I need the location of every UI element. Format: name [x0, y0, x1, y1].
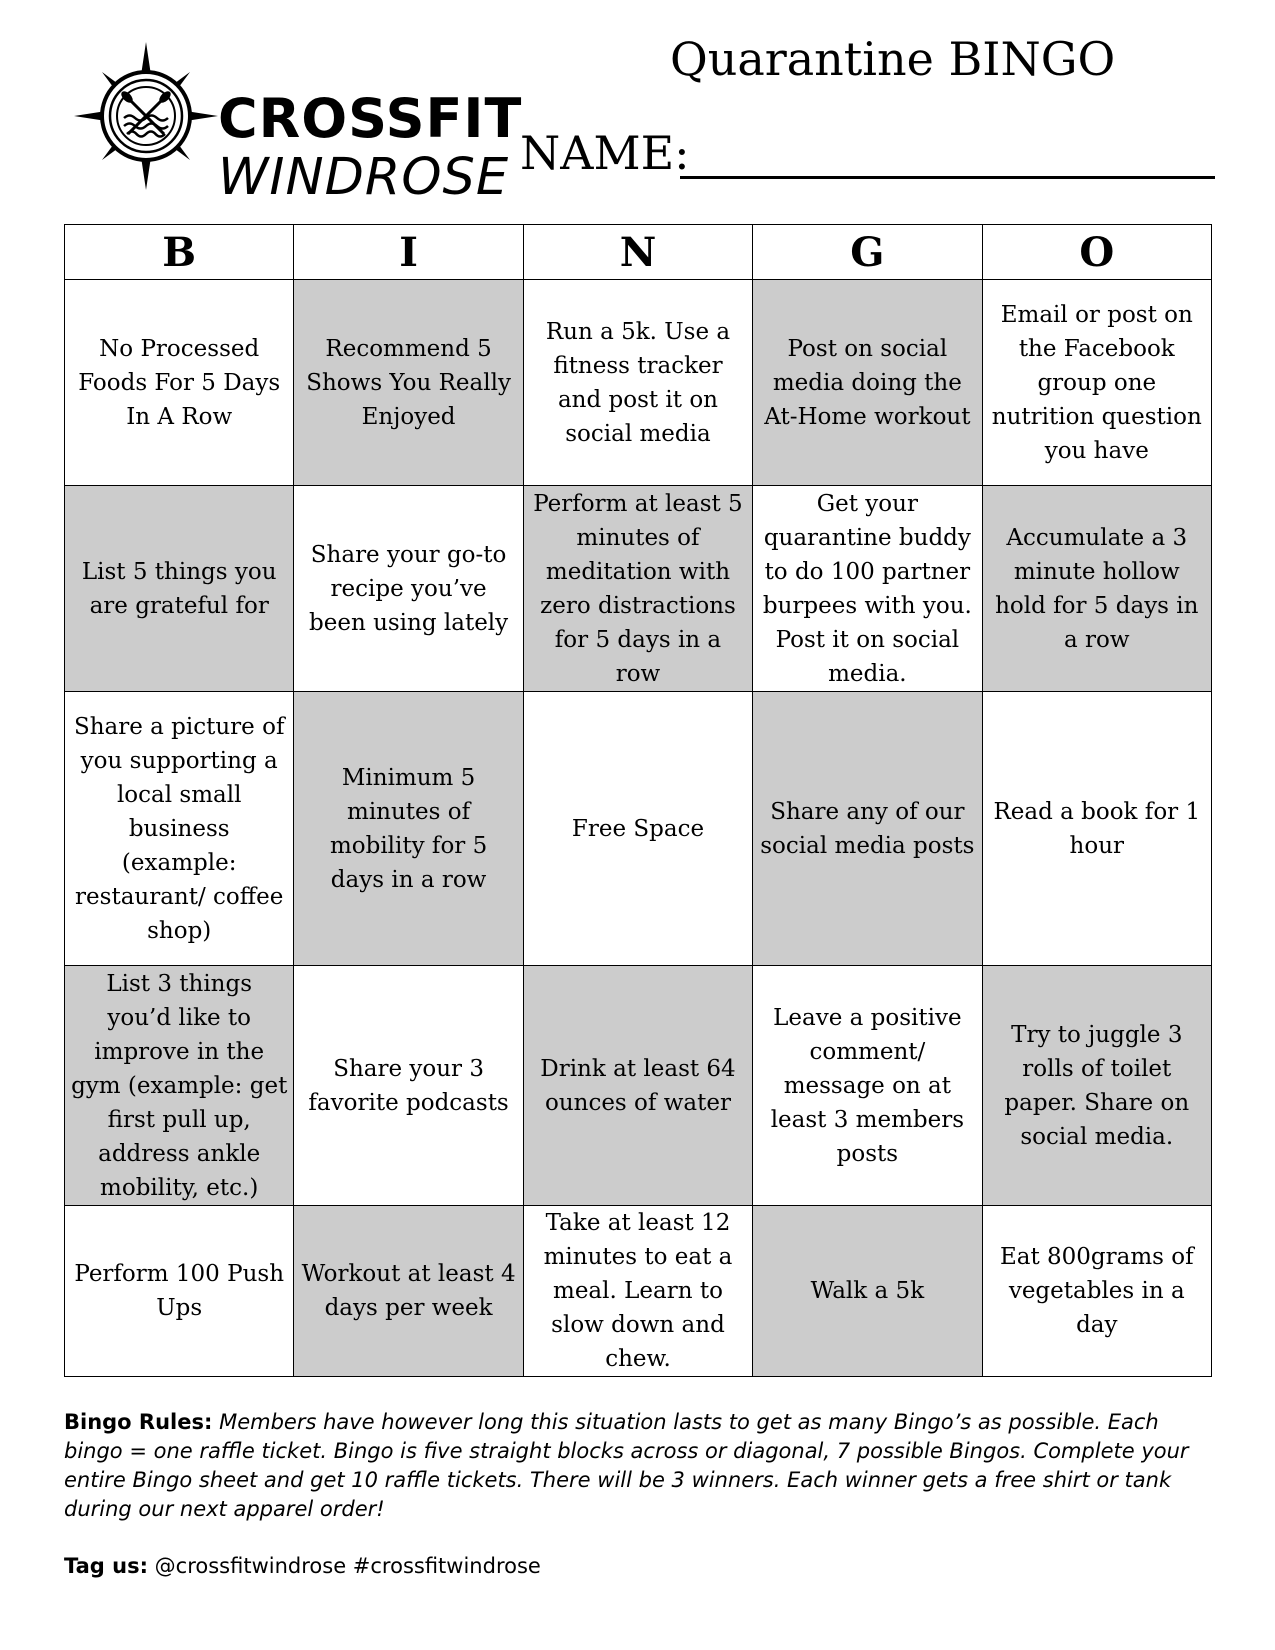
bingo-cell[interactable]: Share a picture of you supporting a local small business (example: restaurant/ coffee shop): [65, 692, 294, 966]
header-row: [65, 225, 1212, 280]
board-row: [65, 966, 1212, 1206]
board-row: [65, 692, 1212, 966]
rules-label: Bingo Rules:: [64, 1410, 213, 1434]
column-header-b: B: [65, 225, 294, 280]
bingo-cell[interactable]: Read a book for 1 hour: [982, 692, 1211, 966]
logo: [72, 40, 572, 207]
bingo-cell[interactable]: Share your 3 favorite podcasts: [294, 966, 523, 1206]
bingo-cell[interactable]: Run a 5k. Use a fitness tracker and post it on social media: [523, 280, 752, 486]
bingo-cell[interactable]: Perform at least 5 minutes of meditation with zero distractions for 5 days in a row: [523, 486, 752, 692]
tag-label: Tag us:: [64, 1554, 148, 1578]
bingo-cell[interactable]: Take at least 12 minutes to eat a meal. Learn to slow down and chew.: [523, 1206, 752, 1377]
bingo-cell[interactable]: Minimum 5 minutes of mobility for 5 days in a row: [294, 692, 523, 966]
name-blank-line[interactable]: [680, 176, 1215, 179]
board-row: [65, 486, 1212, 692]
bingo-cell[interactable]: Email or post on the Facebook group one nutrition question you have: [982, 280, 1211, 486]
tag-handles: @crossfitwindrose #crossfitwindrose: [154, 1554, 541, 1578]
tag-line: [64, 1552, 541, 1581]
rules-text: Members have however long this situation lasts to get as many Bingo’s as possible. Each bingo = one raffle ticket. Bingo is five straight blocks across or diagonal, 7 possible Bingos. Complete your entire Bingo sheet and get 10 raffle tickets. There will be 3 winners. Each winner gets a free shirt or tank during our next apparel order!: [64, 1410, 1189, 1521]
bingo-cell[interactable]: Walk a 5k: [753, 1206, 982, 1377]
bingo-board: [64, 224, 1212, 1377]
bingo-cell[interactable]: List 3 things you’d like to improve in the gym (example: get first pull up, address ankle mobility, etc.): [65, 966, 294, 1206]
bingo-cell[interactable]: Workout at least 4 days per week: [294, 1206, 523, 1377]
bingo-cell[interactable]: Eat 800grams of vegetables in a day: [982, 1206, 1211, 1377]
column-header-i: I: [294, 225, 523, 280]
bingo-cell[interactable]: Share any of our social media posts: [753, 692, 982, 966]
bingo-cell[interactable]: Recommend 5 Shows You Really Enjoyed: [294, 280, 523, 486]
bingo-cell[interactable]: No Processed Foods For 5 Days In A Row: [65, 280, 294, 486]
brand-name: CROSSFIT: [218, 87, 523, 150]
bingo-cell[interactable]: Accumulate a 3 minute hollow hold for 5 days in a row: [982, 486, 1211, 692]
column-header-g: G: [753, 225, 982, 280]
name-field[interactable]: [520, 128, 1220, 188]
column-header-o: O: [982, 225, 1211, 280]
bingo-cell[interactable]: List 5 things you are grateful for: [65, 486, 294, 692]
bingo-cell[interactable]: Perform 100 Push Ups: [65, 1206, 294, 1377]
bingo-cell[interactable]: Leave a positive comment/ message on at least 3 members posts: [753, 966, 982, 1206]
name-label: NAME:: [520, 126, 690, 180]
brand-subname: WINDROSE: [218, 148, 510, 207]
board-row: [65, 1206, 1212, 1377]
bingo-cell[interactable]: Get your quarantine buddy to do 100 partner burpees with you. Post it on social media.: [753, 486, 982, 692]
bingo-cell[interactable]: Post on social media doing the At-Home workout: [753, 280, 982, 486]
bingo-cell[interactable]: Try to juggle 3 rolls of toilet paper. Share on social media.: [982, 966, 1211, 1206]
board-row: [65, 280, 1212, 486]
free-space-cell[interactable]: Free Space: [523, 692, 752, 966]
bingo-rules: [64, 1408, 1214, 1524]
bingo-cell[interactable]: Drink at least 64 ounces of water: [523, 966, 752, 1206]
compass-rose-icon: [72, 40, 220, 192]
page-title: Quarantine BINGO: [670, 32, 1116, 86]
bingo-cell[interactable]: Share your go-to recipe you’ve been using lately: [294, 486, 523, 692]
column-header-n: N: [523, 225, 752, 280]
